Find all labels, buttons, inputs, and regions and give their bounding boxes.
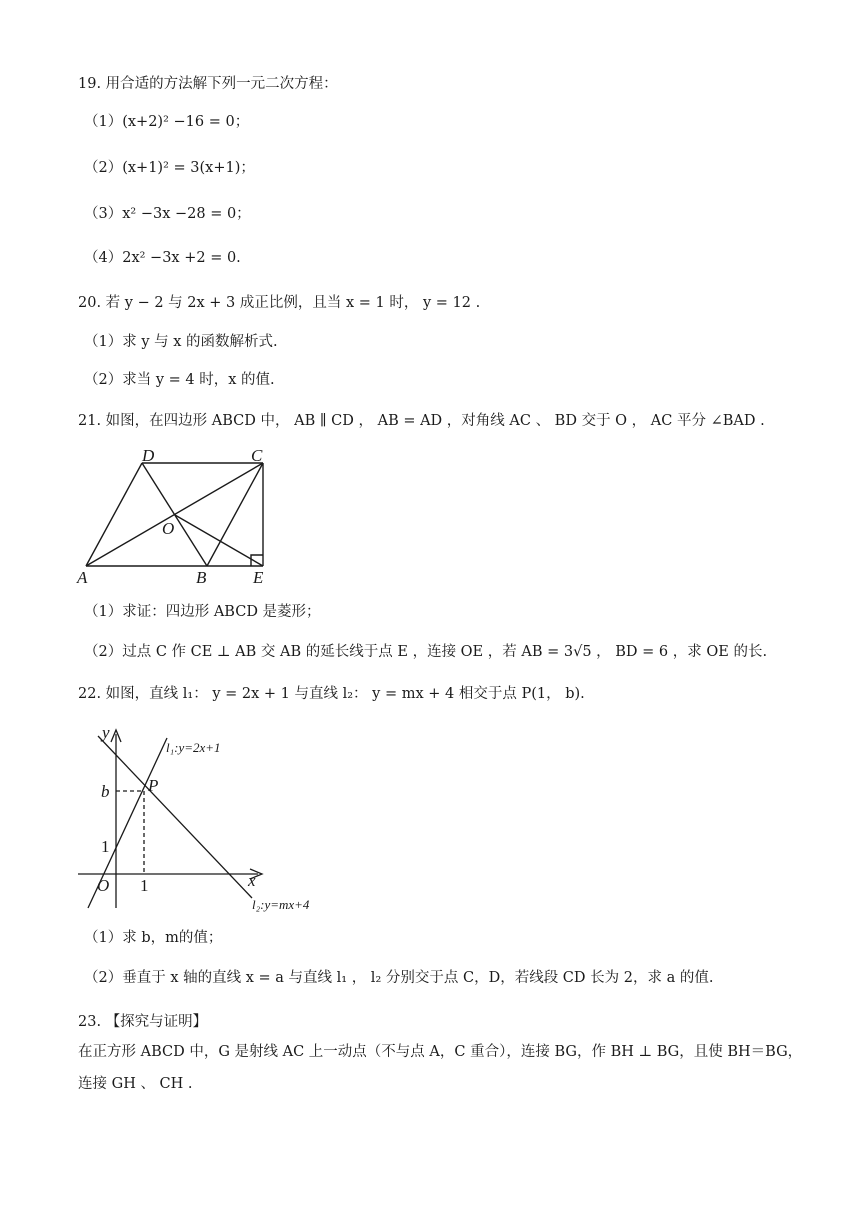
q23-stem: 23. 【探究与证明】 xyxy=(78,1014,208,1030)
q21-label-D: D xyxy=(142,446,155,465)
q22-y-tick-1: 1 xyxy=(101,837,110,856)
q21-part1: （1）求证：四边形 ABCD 是菱形； xyxy=(84,604,321,620)
q22-point-P: P xyxy=(148,776,159,795)
q21-label-B: B xyxy=(196,568,207,587)
q22-y-axis-label: y xyxy=(102,723,110,742)
q21-label-C: C xyxy=(251,446,263,465)
q20-part1: （1）求 y 与 x 的函数解析式. xyxy=(84,334,278,350)
q21-stem: 21. 如图，在四边形 ABCD 中， AB ∥ CD ， AB = AD ，对角线 AC 、 BD 交于 O ， AC 平分 ∠BAD . xyxy=(78,413,765,429)
q22-origin-label: O xyxy=(97,876,110,895)
q22-part2: （2）垂直于 x 轴的直线 x = a 与直线 l₁ ， l₂ 分别交于点 C，D，若线段 CD 长为 2，求 a 的值. xyxy=(84,970,714,986)
q22-part1: （1）求 b，m的值； xyxy=(84,930,223,946)
q23-line1: 在正方形 ABCD 中，G 是射线 AC 上一动点（不与点 A，C 重合），连接 BG，作 BH ⊥ BG，且使 BH＝BG， xyxy=(78,1044,803,1060)
q23-line2: 连接 GH 、 CH . xyxy=(78,1076,193,1092)
q21-label-O: O xyxy=(162,519,175,538)
q22-b-label: b xyxy=(101,782,110,801)
q22-l2-label: l₂:y=mx+4 xyxy=(252,897,310,912)
q22-l1-label: l₁:y=2x+1 xyxy=(166,740,221,755)
q22-x-tick-1: 1 xyxy=(140,876,149,895)
q22-x-axis-label: x xyxy=(248,871,256,890)
q19-part3: （3）x² −3x −28 = 0； xyxy=(84,206,251,222)
q21-label-E: E xyxy=(253,568,264,587)
q20-part2: （2）求当 y = 4 时，x 的值. xyxy=(84,372,275,388)
q21-part2: （2）过点 C 作 CE ⊥ AB 交 AB 的延长线于点 E ，连接 OE ，若 AB = 3√5 ， BD = 6 ，求 OE 的长. xyxy=(84,644,768,660)
q22-stem: 22. 如图，直线 l₁： y = 2x + 1 与直线 l₂： y = mx + 4 相交于点 P(1， b). xyxy=(78,686,585,702)
q19-stem: 19. 用合适的方法解下列一元二次方程： xyxy=(78,76,338,92)
q20-stem: 20. 若 y − 2 与 2x + 3 成正比例，且当 x = 1 时， y = 12 . xyxy=(78,295,481,311)
q19-part2: （2）(x+1)² = 3(x+1)； xyxy=(84,160,255,176)
q19-part1: （1）(x+2)² −16 = 0； xyxy=(84,114,250,130)
q21-label-A: A xyxy=(77,568,88,587)
q19-part4: （4）2x² −3x +2 = 0. xyxy=(84,250,241,266)
